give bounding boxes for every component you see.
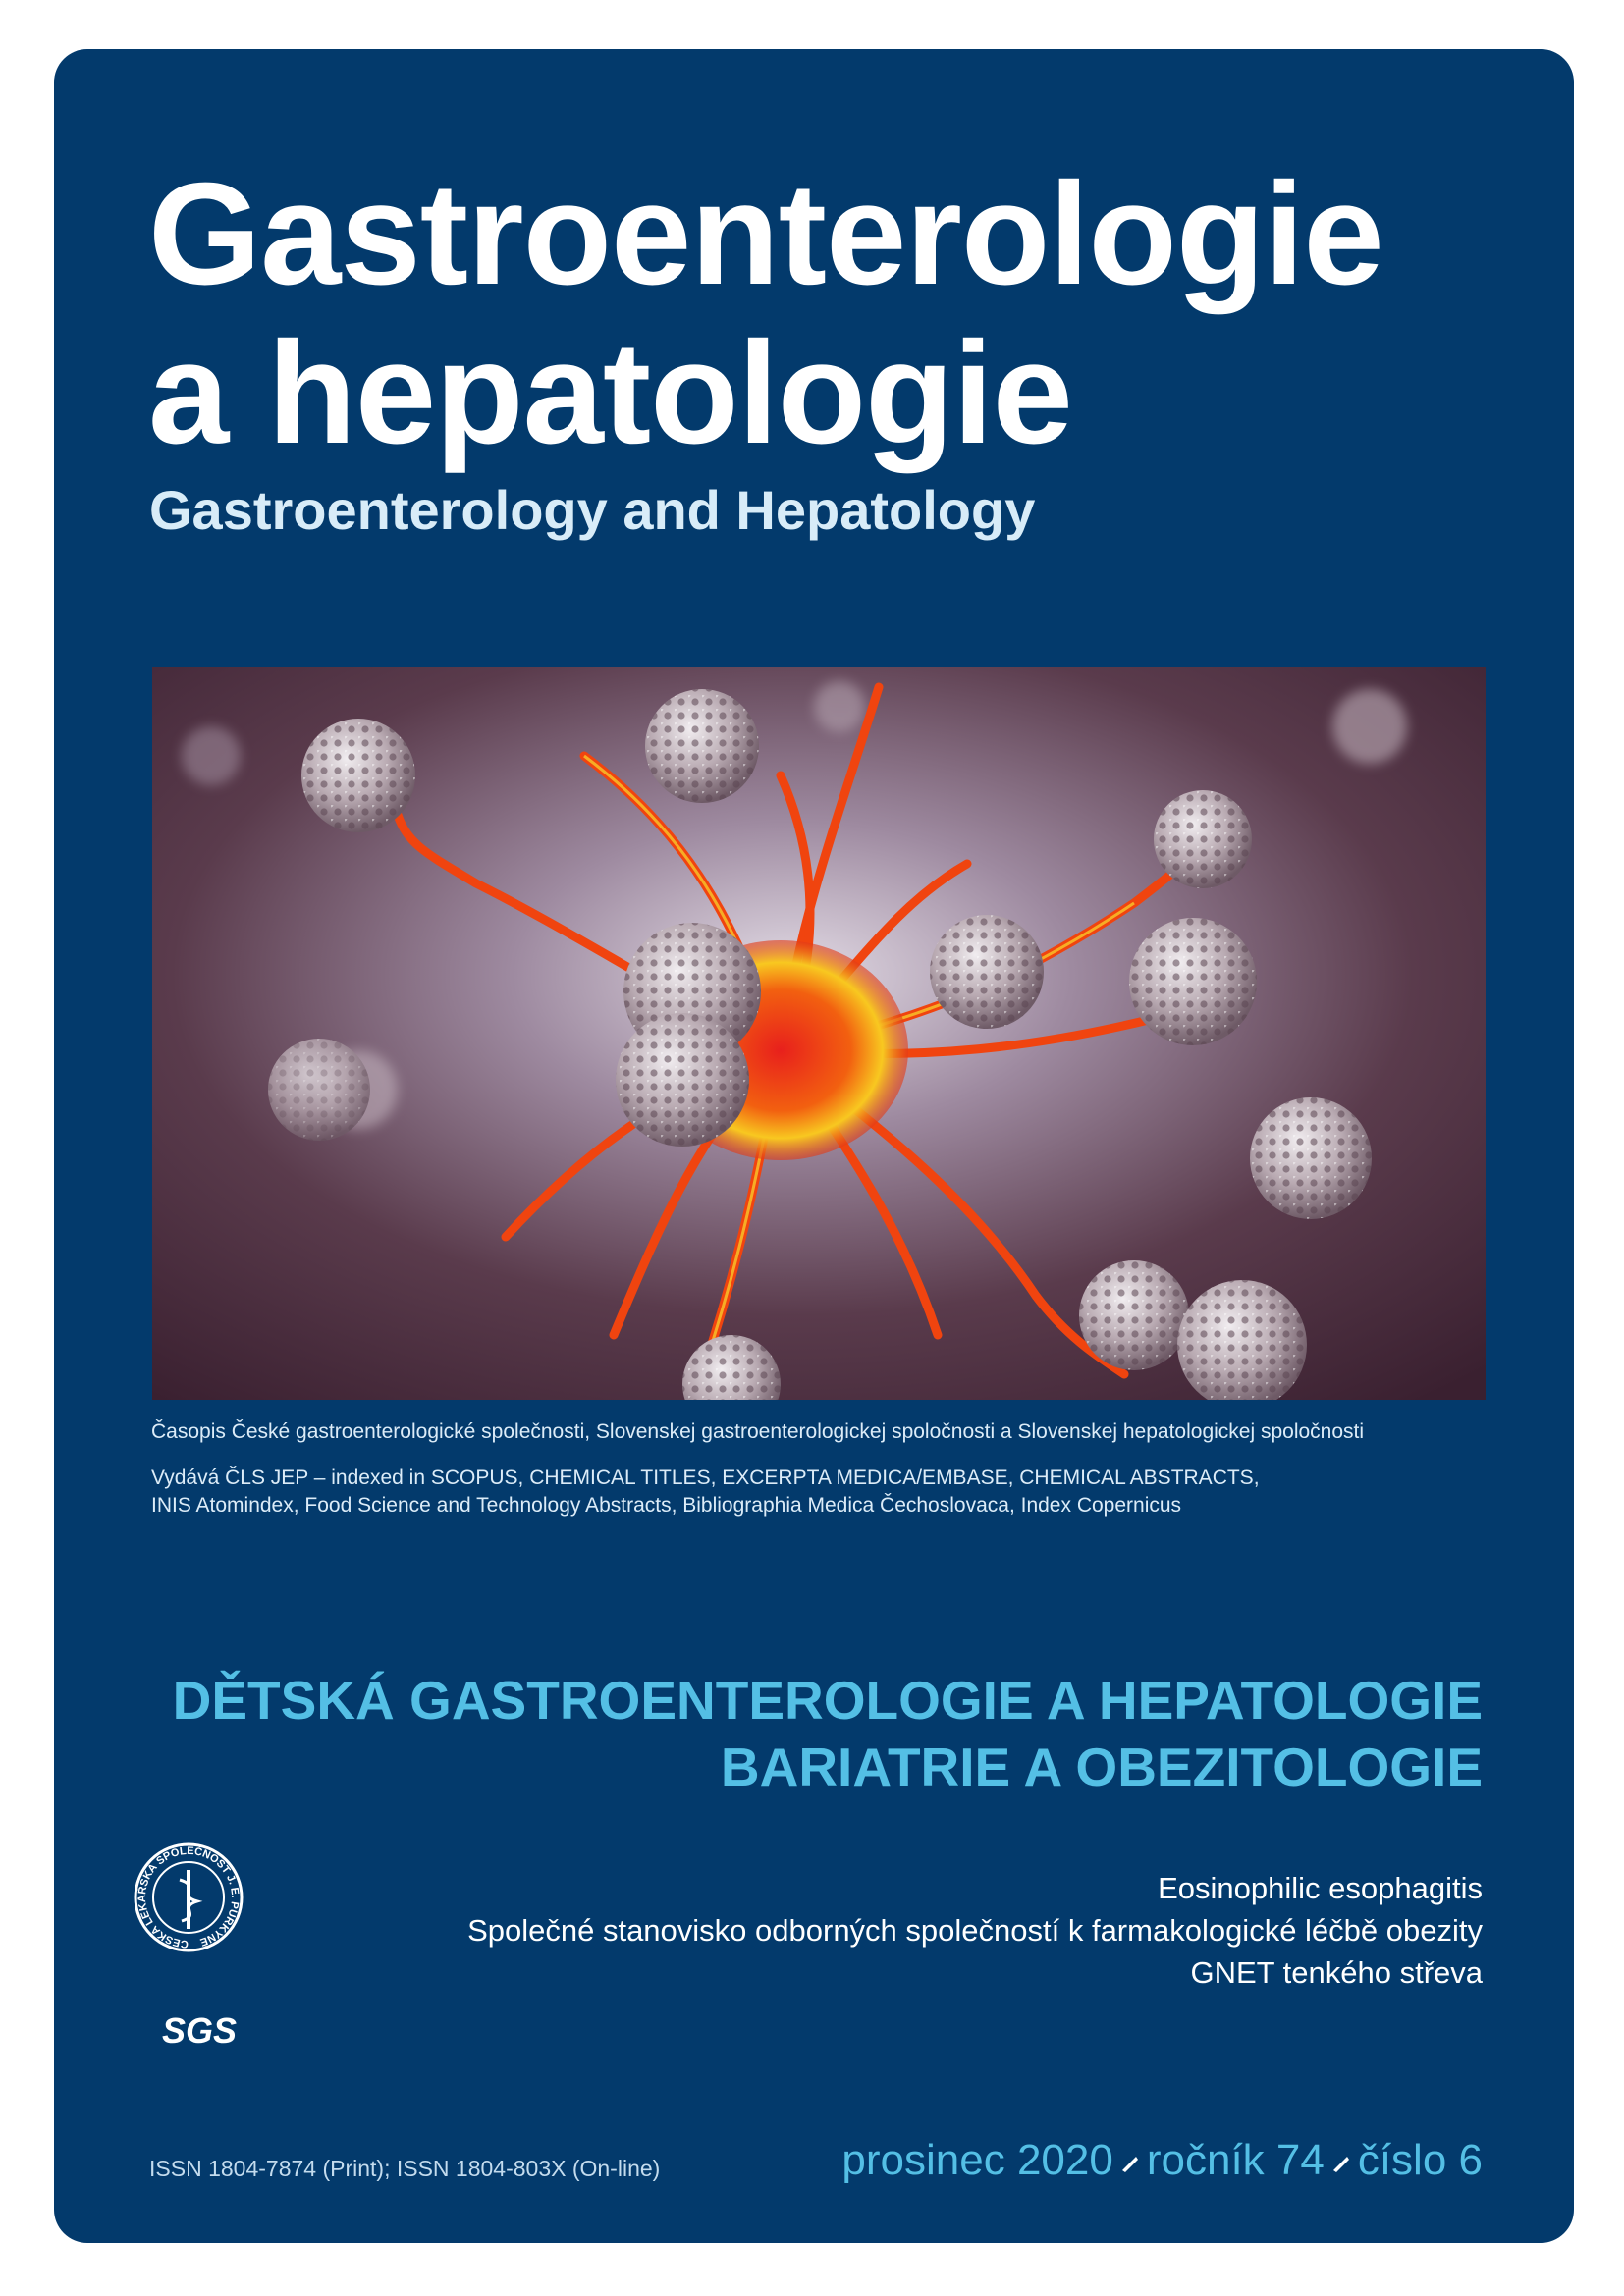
separator-slash-icon xyxy=(1119,2151,1141,2174)
featured-articles xyxy=(467,1867,1483,1994)
issue-number: číslo 6 xyxy=(1357,2136,1483,2184)
sgs-logo-lettering: SGS xyxy=(161,2010,238,2051)
indexing-line-2: INIS Atomindex, Food Science and Technology Abstracts, Bibliographia Medica Čechoslovaca, Index Copernicus xyxy=(151,1494,1182,1517)
indexing-statement xyxy=(151,1465,1260,1520)
journal-cover xyxy=(54,49,1574,2243)
society-statement: Časopis České gastroenterologické společnosti, Slovenskej gastroenterologickej spoločnosti a Slovenskej hepatologickej spoločnosti xyxy=(151,1420,1365,1443)
indexing-line-1: Vydává ČLS JEP – indexed in SCOPUS, CHEMICAL TITLES, EXCERPTA MEDICA/EMBASE, CHEMICAL ABSTRACTS, xyxy=(151,1467,1260,1489)
article-title-2: Společné stanovisko odborných společností k farmakologické léčbě obezity xyxy=(467,1913,1483,1948)
theme-line-2: BARIATRIE A OBEZITOLOGIE xyxy=(720,1736,1483,1797)
issue-themes xyxy=(173,1667,1483,1800)
cls-jep-logo xyxy=(123,1839,254,1974)
issue-info xyxy=(841,2136,1483,2185)
journal-title-line1: Gastroenterologie xyxy=(148,153,1383,315)
separator-slash-icon xyxy=(1330,2151,1352,2174)
journal-title xyxy=(148,155,1383,473)
sgs-logo xyxy=(148,2005,250,2051)
cls-logo-lettering: ČESKÁ LÉKAŘSKÁ SPOLEČNOST J. E. PURKYNĚ xyxy=(135,1844,242,1950)
issue-volume: ročník 74 xyxy=(1146,2136,1325,2184)
cell-illustration xyxy=(152,667,1486,1400)
issn-line: ISSN 1804-7874 (Print); ISSN 1804-803X (On-line) xyxy=(149,2156,661,2181)
issue-month-year: prosinec 2020 xyxy=(841,2136,1113,2184)
journal-title-line2: a hepatologie xyxy=(148,312,1072,474)
journal-subtitle: Gastroenterology and Hepatology xyxy=(149,479,1036,541)
article-title-3: GNET tenkého střeva xyxy=(1190,1955,1483,1990)
cover-illustration xyxy=(152,667,1486,1400)
theme-line-1: DĚTSKÁ GASTROENTEROLOGIE A HEPATOLOGIE xyxy=(172,1670,1483,1731)
article-title-1: Eosinophilic esophagitis xyxy=(1158,1871,1483,1905)
